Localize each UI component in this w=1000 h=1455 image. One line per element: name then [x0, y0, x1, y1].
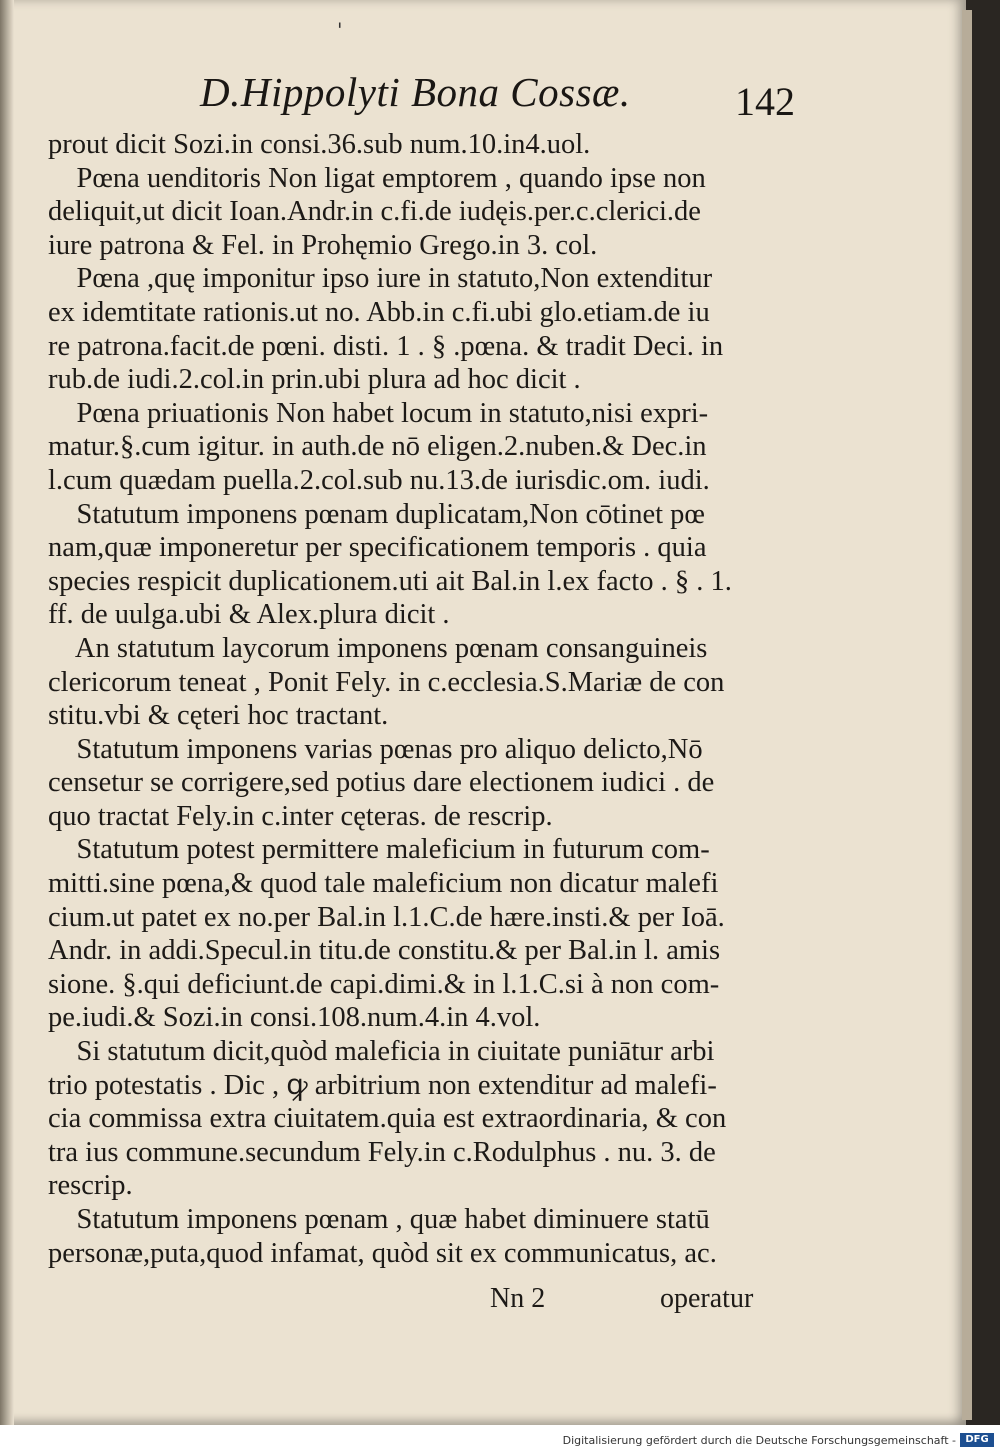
- text-line: Statutum imponens varias pœnas pro aliquo delicto,Nō: [48, 733, 703, 765]
- text-line: pe.iudi.& Sozi.in consi.108.num.4.in 4.vol.: [48, 1002, 541, 1034]
- page-gutter-shadow: [0, 0, 14, 1425]
- text-line: Pœna uenditoris Non ligat emptorem , quando ipse non: [48, 162, 706, 194]
- text-line: tra ius commune.secundum Fely.in c.Rodulphus . nu. 3. de: [48, 1136, 716, 1168]
- text-line: Pœna ,quę imponitur ipso iure in statuto,Non extenditur: [48, 263, 713, 295]
- catchword: operatur: [660, 1283, 754, 1314]
- text-line: Statutum imponens pœnam duplicatam,Non cōtinet pœ: [48, 498, 705, 530]
- digitization-credit: Digitalisierung gefördert durch die Deutsche Forschungsgemeinschaft -: [562, 1434, 956, 1447]
- text-line: clericorum teneat , Ponit Fely. in c.ecclesia.S.Mariæ de con: [48, 666, 725, 698]
- text-line: rescrip.: [48, 1170, 133, 1202]
- page-edge: [962, 10, 972, 1420]
- top-mark: ': [337, 18, 343, 42]
- text-line: quo tractat Fely.in c.inter cęteras. de rescrip.: [48, 800, 553, 832]
- body-text: [48, 128, 820, 1270]
- text-line: An statutum laycorum imponens pœnam consanguineis: [48, 632, 708, 664]
- text-line: l.cum quædam puella.2.col.sub nu.13.de iurisdic.om. iudi.: [48, 464, 710, 496]
- text-line: Si statutum dicit,quòd maleficia in ciuitate puniātur arbi: [48, 1036, 715, 1068]
- text-line: Statutum potest permittere maleficium in futurum com-: [48, 834, 710, 866]
- text-line: trio potestatis . Dic , ꝙ arbitrium non extenditur ad malefi-: [48, 1069, 717, 1101]
- text-line: personæ,puta,quod infamat, quòd sit ex communicatus, ac.: [48, 1237, 717, 1269]
- running-head: D.Hippolyti Bona Cossæ.: [200, 69, 631, 115]
- text-line: mitti.sine pœna,& quod tale maleficium non dicatur malefi: [48, 868, 719, 900]
- text-line: iure patrona & Fel. in Prohęmio Grego.in 3. col.: [48, 229, 598, 261]
- text-line: censetur se corrigere,sed potius dare electionem iudici . de: [48, 767, 715, 799]
- signature-mark: Nn 2: [490, 1283, 546, 1314]
- text-line: re patrona.facit.de pœni. disti. 1 . § .pœna. & tradit Deci. in: [48, 330, 724, 362]
- text-line: rub.de iudi.2.col.in prin.ubi plura ad hoc dicit .: [48, 364, 581, 396]
- text-line: species respicit duplicationem.uti ait Bal.in l.ex facto . § . 1.: [48, 565, 732, 597]
- text-line: cium.ut patet ex no.per Bal.in l.1.C.de hære.insti.& per Ioā.: [48, 901, 725, 933]
- text-line: Andr. in addi.Specul.in titu.de constitu.& per Bal.in l. amis: [48, 935, 721, 967]
- text-line: prout dicit Sozi.in consi.36.sub num.10.in4.uol.: [48, 129, 591, 160]
- text-line: sione. §.qui deficiunt.de capi.dimi.& in l.1.C.si à non com-: [48, 968, 720, 1000]
- folio-number: 142: [735, 79, 795, 124]
- text-line: Statutum imponens pœnam , quæ habet diminuere statū: [48, 1204, 710, 1235]
- text-line: stitu.vbi & cęteri hoc tractant.: [48, 700, 389, 732]
- text-line: cia commissa extra ciuitatem.quia est extraordinaria, & con: [48, 1103, 727, 1135]
- text-line: matur.§.cum igitur. in auth.de nō eligen.2.nuben.& Dec.in: [48, 431, 707, 463]
- text-line: Pœna priuationis Non habet locum in statuto,nisi expri-: [48, 397, 709, 429]
- digitization-footer: [0, 1425, 1000, 1455]
- text-line: deliquit,ut dicit Ioan.Andr.in c.fi.de iudęis.per.c.clerici.de: [48, 196, 701, 228]
- text-line: ff. de uulga.ubi & Alex.plura dicit .: [48, 599, 450, 631]
- dfg-logo: DFG: [960, 1433, 994, 1447]
- text-line: ex idemtitate rationis.ut no. Abb.in c.fi.ubi glo.etiam.de iu: [48, 296, 710, 328]
- text-line: nam,quæ imponeretur per specificationem temporis . quia: [48, 532, 707, 564]
